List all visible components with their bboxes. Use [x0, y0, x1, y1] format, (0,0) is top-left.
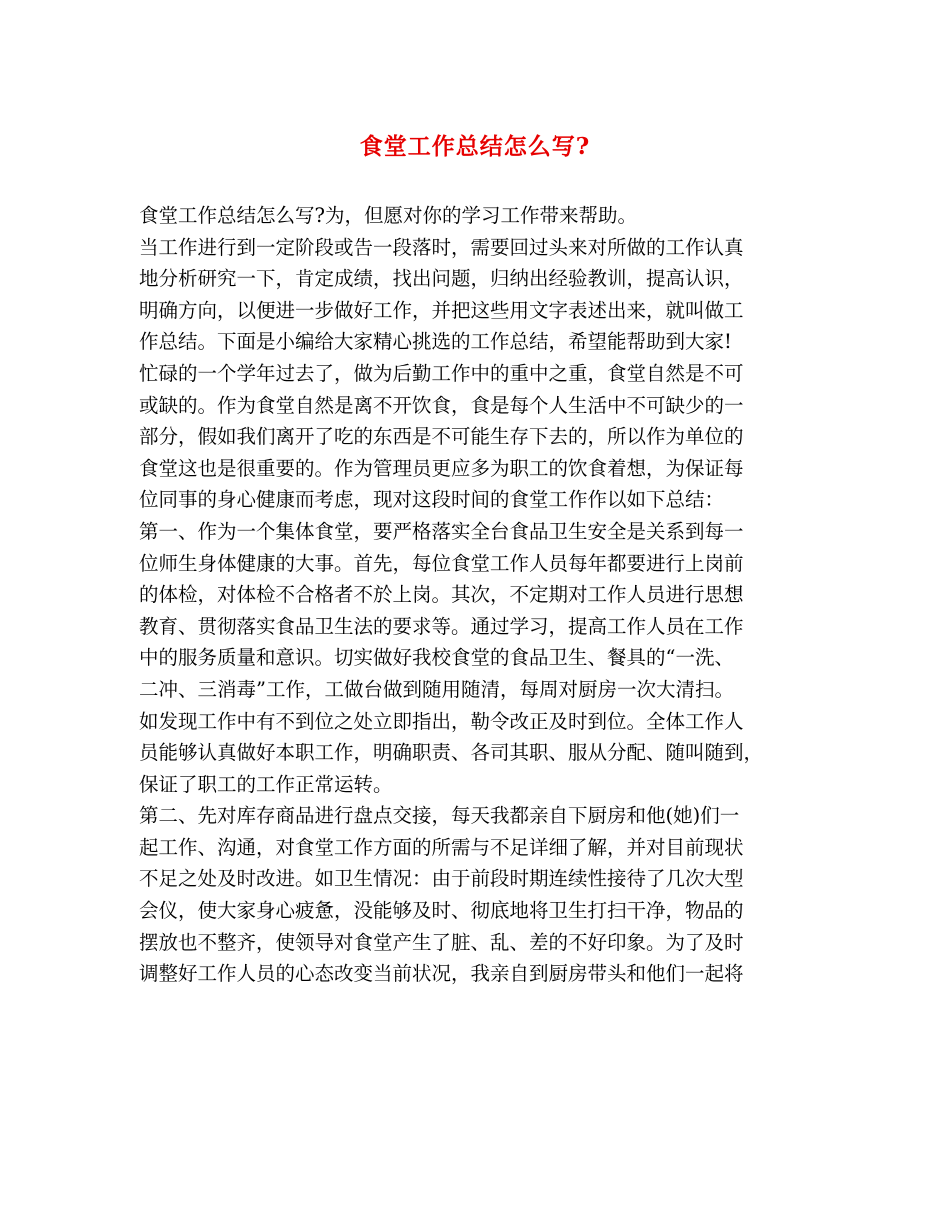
body-line: 教育、贯彻落实食品卫生法的要求等。通过学习，提高工作人员在工作: [139, 614, 744, 638]
body-line: 或缺的。作为食堂自然是离不开饮食，食是每个人生活中不可缺少的一: [139, 393, 744, 417]
body-line: 位同事的身心健康而考虑，现对这段时间的食堂工作作以如下总结：: [139, 488, 725, 512]
body-line: 调整好工作人员的心态改变当前状况，我亲自到厨房带头和他们一起将: [139, 962, 744, 986]
body-line: 食堂工作总结怎么写?为，但愿对你的学习工作带来帮助。: [139, 204, 637, 227]
body-line: 第二、先对库存商品进行盘点交接，每天我都亲自下厨房和他(她)们一: [139, 804, 740, 828]
body-line: 如发现工作中有不到位之处立即指出，勒令改正及时到位。全体工作人: [139, 709, 744, 733]
body-line: 位师生身体健康的大事。首先，每位食堂工作人员每年都要进行上岗前: [139, 551, 744, 575]
body-line: 地分析研究一下，肯定成绩，找出问题，归纳出经验教训，提高认识，: [139, 267, 744, 291]
body-line: 保证了职工的工作正常运转。: [139, 772, 393, 796]
body-line: 中的服务质量和意识。切实做好我校食堂的食品卫生、餐具的“一洗、: [139, 646, 734, 670]
body-line: 忙碌的一个学年过去了，做为后勤工作中的重中之重，食堂自然是不可: [139, 361, 744, 385]
body-line: 起工作、沟通，对食堂工作方面的所需与不足详细了解，并对目前现状: [139, 835, 744, 859]
body-line: 作总结。下面是小编给大家精心挑选的工作总结，希望能帮助到大家!: [139, 330, 732, 354]
body-line: 员能够认真做好本职工作，明确职责、各司其职、服从分配、随叫随到，: [139, 741, 764, 765]
document-body: [139, 200, 819, 990]
body-line: 的体检，对体检不合格者不於上岗。其次，不定期对工作人员进行思想: [139, 583, 744, 607]
body-line: 当工作进行到一定阶段或告一段落时，需要回过头来对所做的工作认真: [139, 235, 744, 259]
body-line: 会仪，使大家身心疲惫，没能够及时、彻底地将卫生打扫干净，物品的: [139, 899, 744, 923]
body-line: 食堂这也是很重要的。作为管理员更应多为职工的饮食着想，为保证每: [139, 456, 744, 480]
body-line: 摆放也不整齐，使领导对食堂产生了脏、乱、差的不好印象。为了及时: [139, 930, 744, 954]
body-line: 二冲、三消毒”工作，工做台做到随用随清，每周对厨房一次大清扫。: [139, 677, 734, 701]
body-line: 第一、作为一个集体食堂，要严格落实全台食品卫生安全是关系到每一: [139, 519, 744, 543]
body-line: 部分，假如我们离开了吃的东西是不可能生存下去的，所以作为单位的: [139, 425, 744, 449]
body-line: 不足之处及时改进。如卫生情况：由于前段时期连续性接待了几次大型: [139, 867, 744, 891]
body-line: 明确方向，以便进一步做好工作，并把这些用文字表述出来，就叫做工: [139, 298, 744, 322]
document-title: 食堂工作总结怎么写?: [359, 133, 591, 160]
